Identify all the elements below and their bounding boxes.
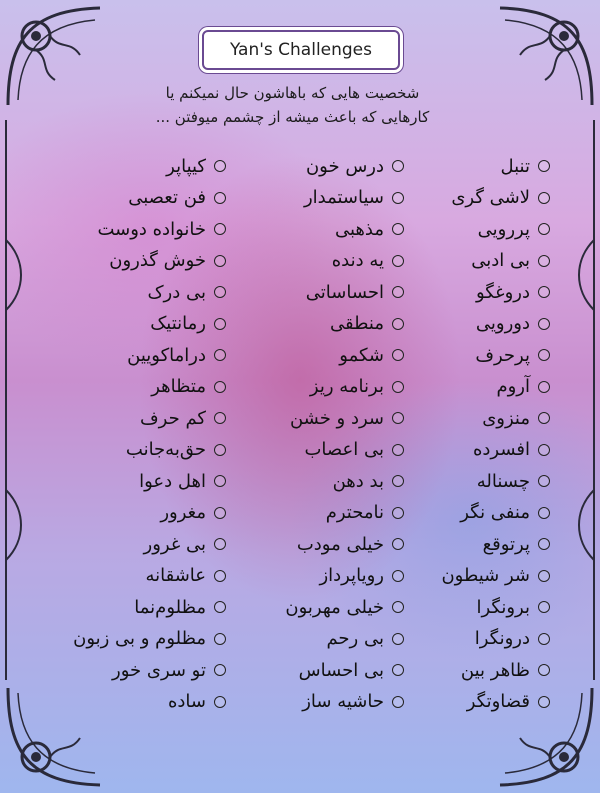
radio-circle-icon[interactable]	[538, 192, 550, 204]
radio-circle-icon[interactable]	[538, 633, 550, 645]
checklist-item[interactable]	[128, 184, 226, 212]
checklist-item[interactable]	[330, 310, 404, 338]
checklist-item-label: رمانتیک	[150, 313, 206, 334]
checklist-item[interactable]	[306, 278, 404, 306]
checklist-item-label: مغرور	[160, 502, 206, 523]
checklist-item-label: بی رحم	[326, 628, 384, 649]
radio-circle-icon[interactable]	[214, 664, 226, 676]
checklist-item-label: شکمو	[339, 344, 384, 366]
checklist-item-label: بی غرور	[143, 533, 206, 555]
checklist-item-label: متظاهر	[151, 376, 206, 397]
checklist-item[interactable]	[304, 184, 404, 212]
checklist-item[interactable]	[147, 278, 226, 306]
radio-circle-icon[interactable]	[392, 223, 404, 235]
radio-circle-icon[interactable]	[392, 255, 404, 267]
radio-circle-icon[interactable]	[538, 475, 550, 487]
radio-circle-icon[interactable]	[214, 349, 226, 361]
checklist-item-label: بی احساس	[298, 659, 384, 681]
radio-circle-icon[interactable]	[538, 570, 550, 582]
checklist-item[interactable]	[166, 152, 226, 180]
radio-circle-icon[interactable]	[538, 696, 550, 708]
radio-circle-icon[interactable]	[214, 381, 226, 393]
checklist-item[interactable]	[150, 310, 226, 338]
radio-circle-icon[interactable]	[392, 507, 404, 519]
checklist-item[interactable]	[151, 373, 226, 401]
checklist-item-label: کم حرف	[140, 407, 206, 429]
checklist-item[interactable]	[451, 184, 550, 212]
radio-circle-icon[interactable]	[392, 696, 404, 708]
checklist-item[interactable]	[145, 562, 226, 590]
radio-circle-icon[interactable]	[214, 255, 226, 267]
checklist-item[interactable]	[144, 530, 226, 558]
checklist-item-label: یه دنده	[331, 250, 384, 271]
radio-circle-icon[interactable]	[392, 570, 404, 582]
checklist-item[interactable]	[306, 152, 404, 180]
checklist-item[interactable]	[160, 499, 226, 527]
checklist-item[interactable]	[475, 625, 550, 653]
radio-circle-icon[interactable]	[214, 601, 226, 613]
checklist-item[interactable]	[335, 215, 404, 243]
checklist-item-label: افسرده	[472, 439, 530, 460]
checklist-item[interactable]	[476, 593, 550, 621]
checklist-item[interactable]	[477, 467, 550, 495]
radio-circle-icon[interactable]	[392, 412, 404, 424]
checklist-item[interactable]	[475, 341, 550, 369]
radio-circle-icon[interactable]	[214, 475, 226, 487]
checklist-item-label: حاشیه ساز	[302, 691, 384, 712]
radio-circle-icon[interactable]	[538, 412, 550, 424]
side-ornament-icon	[0, 120, 40, 680]
radio-circle-icon[interactable]	[538, 601, 550, 613]
checklist-item-label: مظلوم و بی زبون	[73, 628, 206, 649]
checklist-item-label: تنبل	[500, 155, 530, 177]
checklist-item[interactable]	[333, 467, 404, 495]
checklist-item[interactable]	[290, 404, 404, 432]
checklist-item-label: لاشی گری	[451, 187, 530, 208]
checklist-item-label: دراماکویین	[127, 344, 206, 366]
radio-circle-icon[interactable]	[538, 381, 550, 393]
checklist-item[interactable]	[126, 436, 226, 464]
radio-circle-icon[interactable]	[392, 601, 404, 613]
checklist-item[interactable]	[319, 562, 404, 590]
radio-circle-icon[interactable]	[392, 286, 404, 298]
radio-circle-icon[interactable]	[538, 444, 550, 456]
radio-circle-icon[interactable]	[214, 444, 226, 456]
checklist-item-label: شر شیطون	[441, 565, 530, 586]
radio-circle-icon[interactable]	[214, 696, 226, 708]
radio-circle-icon[interactable]	[214, 160, 226, 172]
radio-circle-icon[interactable]	[214, 318, 226, 330]
checklist-item[interactable]	[302, 688, 404, 716]
checklist-item[interactable]	[339, 341, 404, 369]
radio-circle-icon[interactable]	[538, 664, 550, 676]
checklist-item-label: منزوی	[482, 407, 530, 429]
checklist-item-label: بد دهن	[332, 470, 384, 492]
radio-circle-icon[interactable]	[392, 318, 404, 330]
checklist-item-label: بی درک	[147, 281, 206, 303]
checklist-item[interactable]	[297, 530, 404, 558]
checklist-item[interactable]	[482, 404, 550, 432]
checklist-item[interactable]	[332, 247, 404, 275]
radio-circle-icon[interactable]	[392, 192, 404, 204]
checklist-item-label: منطقی	[330, 313, 384, 334]
checklist-item[interactable]	[97, 215, 226, 243]
radio-circle-icon[interactable]	[392, 475, 404, 487]
checklist-item-label: احساساتی	[305, 281, 384, 303]
radio-circle-icon[interactable]	[538, 255, 550, 267]
checklist-item-label: درس خون	[305, 155, 384, 177]
checklist-item[interactable]	[326, 499, 404, 527]
checklist-item[interactable]	[461, 656, 550, 684]
checklist-item[interactable]	[285, 593, 404, 621]
checklist-item-label: خیلی مهربون	[285, 596, 384, 618]
checklist-item[interactable]	[168, 688, 226, 716]
checklist-item[interactable]	[441, 562, 550, 590]
checklist-item-label: پرتوقع	[482, 533, 530, 555]
radio-circle-icon[interactable]	[214, 412, 226, 424]
checklist-item-label: پررویی	[477, 218, 530, 240]
radio-circle-icon[interactable]	[392, 160, 404, 172]
checklist-item-label: برنامه ریز	[309, 376, 384, 397]
checklist-item[interactable]	[140, 404, 226, 432]
checklist-item-label: دروغگو	[475, 281, 530, 303]
subtitle-line-1: شخصیت هایی که باهاشون حال نمیکنم یا	[165, 84, 420, 102]
checklist-item-label: برونگرا	[476, 596, 530, 618]
radio-circle-icon[interactable]	[538, 160, 550, 172]
checklist-item-label: عاشقانه	[145, 565, 206, 586]
checklist-item-label: آروم	[496, 376, 530, 397]
checklist-item-label: مذهبی	[334, 218, 384, 240]
radio-circle-icon[interactable]	[214, 223, 226, 235]
side-ornament-icon	[560, 120, 600, 680]
checklist-item-label: خانواده دوست	[97, 218, 206, 240]
radio-circle-icon[interactable]	[538, 349, 550, 361]
checklist-item-label: سرد و خشن	[289, 407, 384, 429]
checklist-item-label: حق‌به‌جانب	[125, 439, 206, 460]
radio-circle-icon[interactable]	[538, 538, 550, 550]
corner-ornament-icon	[0, 0, 110, 110]
checklist-item-label: فن تعصبی	[128, 187, 206, 208]
radio-circle-icon[interactable]	[214, 538, 226, 550]
checklist-item-label: بی اعصاب	[304, 439, 384, 460]
checklist-item-label: خوش گذرون	[109, 250, 206, 271]
checklist-item-label: ظاهر بین	[460, 659, 530, 681]
radio-circle-icon[interactable]	[392, 381, 404, 393]
checklist-item-label: سیاستمدار	[303, 187, 384, 208]
checklist-item[interactable]	[467, 688, 550, 716]
checklist-item-label: منفی نگر	[460, 502, 530, 523]
checklist-item-label: رویاپرداز	[319, 565, 384, 586]
checklist-item-label: اهل دعوا	[139, 470, 206, 492]
checklist-item-label: قضاوتگر	[466, 691, 530, 712]
radio-circle-icon[interactable]	[538, 223, 550, 235]
radio-circle-icon[interactable]	[392, 444, 404, 456]
checklist-item[interactable]	[476, 310, 550, 338]
checklist-item[interactable]	[109, 247, 226, 275]
checklist-item[interactable]	[326, 625, 404, 653]
checklist-item[interactable]	[310, 373, 404, 401]
radio-circle-icon[interactable]	[214, 570, 226, 582]
checklist-item[interactable]	[299, 656, 404, 684]
radio-circle-icon[interactable]	[538, 507, 550, 519]
checklist-item[interactable]	[139, 467, 226, 495]
checklist-item[interactable]	[500, 152, 550, 180]
checklist-item[interactable]	[471, 247, 550, 275]
checklist-item[interactable]	[73, 625, 226, 653]
checklist-item[interactable]	[134, 593, 226, 621]
radio-circle-icon[interactable]	[392, 538, 404, 550]
radio-circle-icon[interactable]	[538, 318, 550, 330]
radio-circle-icon[interactable]	[214, 192, 226, 204]
checklist-item-label: درونگرا	[474, 628, 530, 649]
checklist-item[interactable]	[112, 656, 226, 684]
radio-circle-icon[interactable]	[392, 664, 404, 676]
page-title: Yan's Challenges	[229, 40, 373, 60]
checklist-item-label: دورویی	[475, 313, 530, 334]
radio-circle-icon[interactable]	[214, 633, 226, 645]
checklist-item-label: کیپاپر	[166, 155, 206, 177]
checklist-item-label: مظلوم‌نما	[134, 596, 206, 618]
checklist-item[interactable]	[478, 215, 550, 243]
radio-circle-icon[interactable]	[392, 633, 404, 645]
checklist-item-label: نامحترم	[325, 502, 384, 523]
radio-circle-icon[interactable]	[214, 507, 226, 519]
checklist-item[interactable]	[496, 373, 550, 401]
corner-ornament-icon	[0, 683, 110, 793]
title-box	[202, 30, 400, 70]
checklist-item[interactable]	[473, 436, 550, 464]
radio-circle-icon[interactable]	[214, 286, 226, 298]
checklist-item[interactable]	[483, 530, 550, 558]
checklist-item-label: خیلی مودب	[296, 533, 384, 555]
checklist-item-label: ساده	[167, 691, 206, 712]
checklist-item-label: چسناله	[476, 470, 530, 492]
checklist-item[interactable]	[460, 499, 550, 527]
checklist-item[interactable]	[127, 341, 226, 369]
checklist-item-label: تو سری خور	[112, 659, 206, 681]
checklist-item-label: بی ادبی	[471, 250, 530, 271]
checklist-item[interactable]	[304, 436, 404, 464]
radio-circle-icon[interactable]	[392, 349, 404, 361]
checklist-item[interactable]	[476, 278, 550, 306]
subtitle-line-2: کارهایی که باعث میشه از چشمم میوفتن ...	[155, 108, 430, 126]
radio-circle-icon[interactable]	[538, 286, 550, 298]
corner-ornament-icon	[490, 0, 600, 110]
checklist-item-label: پرحرف	[475, 344, 530, 366]
